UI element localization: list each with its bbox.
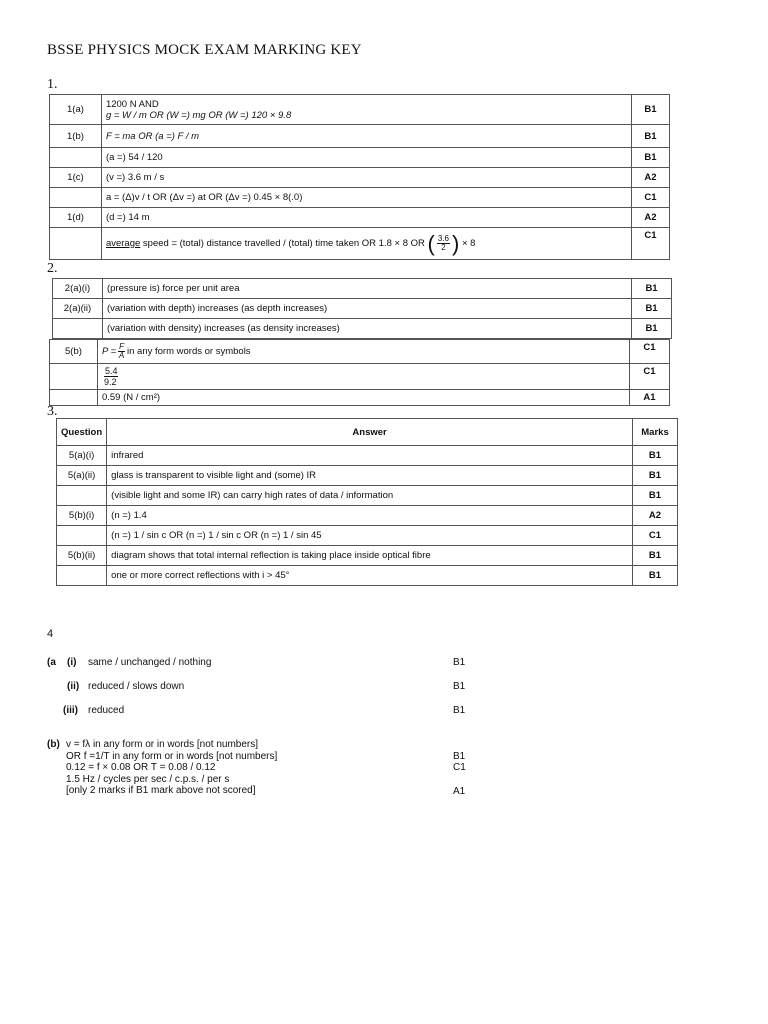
answer-line: 1200 N AND bbox=[105, 98, 159, 110]
mark-cell: B1 bbox=[633, 566, 678, 586]
part-a-label: (a bbox=[47, 657, 56, 668]
answer-cell: 0.59 (N / cm²) bbox=[97, 390, 629, 406]
answer-line: 1.5 Hz / cycles per sec / c.p.s. / per s bbox=[66, 773, 230, 785]
numerator: 5.4 bbox=[104, 366, 118, 376]
question-cell: 5(b)(ii) bbox=[57, 546, 107, 566]
bracket-right: ) bbox=[451, 231, 460, 256]
question-cell: 1(c) bbox=[50, 168, 102, 188]
mark-cell: A2 bbox=[633, 506, 678, 526]
answer-cell bbox=[97, 340, 629, 364]
answer-cell: (d =) 14 m bbox=[101, 208, 631, 228]
table-row bbox=[50, 168, 670, 188]
table-row bbox=[50, 125, 670, 148]
numerator: 3.6 bbox=[437, 234, 449, 243]
question-1-table bbox=[49, 94, 670, 260]
question-cell bbox=[50, 228, 102, 260]
question-cell: 5(b)(i) bbox=[57, 506, 107, 526]
table-row bbox=[57, 546, 678, 566]
mark-cell: A2 bbox=[632, 208, 670, 228]
question-cell: 2(a)(ii) bbox=[53, 299, 103, 319]
answer-underlined: average bbox=[105, 238, 141, 250]
part-a-ii-text: reduced / slows down bbox=[88, 681, 185, 692]
table-row bbox=[57, 566, 678, 586]
answer-text: in any form words or symbols bbox=[127, 346, 251, 358]
question-2-table bbox=[52, 278, 672, 339]
column-header-marks: Marks bbox=[633, 419, 678, 446]
part-a-ii-num: (ii) bbox=[67, 681, 80, 692]
answer-cell: (pressure is) force per unit area bbox=[102, 279, 631, 299]
part-a-iii-num: (iii) bbox=[63, 705, 78, 716]
question-cell bbox=[53, 319, 103, 339]
question-cell: 5(a)(i) bbox=[57, 446, 107, 466]
table-row bbox=[57, 506, 678, 526]
denominator: 2 bbox=[441, 243, 446, 252]
table-row bbox=[50, 188, 670, 208]
question-cell bbox=[57, 526, 107, 546]
answer-text: × 8 bbox=[461, 238, 476, 250]
mark-cell: C1 bbox=[630, 364, 670, 390]
question-3-table bbox=[56, 418, 678, 586]
fraction bbox=[104, 366, 119, 387]
table-row bbox=[57, 486, 678, 506]
part-a-ii-mark: B1 bbox=[453, 681, 466, 692]
table-row bbox=[57, 466, 678, 486]
question-cell: 1(d) bbox=[50, 208, 102, 228]
answer-cell: infrared bbox=[107, 446, 633, 466]
answer-line: [only 2 marks if B1 mark above not scored] bbox=[66, 785, 256, 796]
denominator: 9.2 bbox=[103, 377, 117, 387]
part-a-i-text: same / unchanged / nothing bbox=[88, 657, 212, 668]
part-b-answer bbox=[66, 739, 277, 797]
table-header-row bbox=[57, 419, 678, 446]
answer-cell: diagram shows that total internal reflection is taking place inside optical fibre bbox=[107, 546, 633, 566]
question-2b-table bbox=[49, 339, 670, 406]
mark-cell: B1 bbox=[632, 148, 670, 168]
answer-cell: (variation with density) increases (as density increases) bbox=[102, 319, 631, 339]
answer-line: 0.12 = f × 0.08 OR T = 0.08 / 0.12 bbox=[66, 762, 216, 773]
mark-cell: B1 bbox=[632, 95, 670, 125]
answer-cell bbox=[101, 228, 631, 260]
part-b-mark: B1 bbox=[453, 751, 466, 762]
page-title: BSSE PHYSICS MOCK EXAM MARKING KEY bbox=[47, 42, 362, 58]
answer-cell: one or more correct reflections with i > 45° bbox=[107, 566, 633, 586]
answer-cell: glass is transparent to visible light and (some) IR bbox=[107, 466, 633, 486]
mark-cell: C1 bbox=[632, 228, 670, 260]
answer-cell: a = (Δ)v / t OR (Δv =) at OR (Δv =) 0.45 × 8(.0) bbox=[101, 188, 631, 208]
answer-cell bbox=[97, 364, 629, 390]
table-row bbox=[50, 364, 670, 390]
question-cell bbox=[50, 364, 98, 390]
question-cell: 5(a)(ii) bbox=[57, 466, 107, 486]
question-cell bbox=[50, 188, 102, 208]
question-cell: 5(b) bbox=[50, 340, 98, 364]
answer-line: OR f =1/T in any form or in words [not numbers] bbox=[66, 750, 278, 762]
answer-cell: F = ma OR (a =) F / m bbox=[101, 125, 631, 148]
question-cell bbox=[57, 566, 107, 586]
fraction bbox=[118, 343, 125, 360]
part-a-iii-text: reduced bbox=[88, 705, 125, 716]
mark-cell: B1 bbox=[632, 299, 672, 319]
table-row bbox=[57, 526, 678, 546]
question-cell: 1(a) bbox=[50, 95, 102, 125]
answer-cell: (n =) 1.4 bbox=[107, 506, 633, 526]
answer-cell: (variation with depth) increases (as depth increases) bbox=[102, 299, 631, 319]
bracket-left: ( bbox=[427, 231, 435, 256]
part-b-mark: A1 bbox=[453, 786, 466, 797]
answer-text: P = bbox=[101, 346, 117, 358]
part-a-i-mark: B1 bbox=[453, 657, 466, 668]
question-cell bbox=[50, 148, 102, 168]
answer-text: speed = (total) distance travelled / (total) time taken OR 1.8 × 8 OR bbox=[140, 238, 425, 250]
table-row bbox=[50, 95, 670, 125]
answer-line: v = fλ in any form or in words [not numbers] bbox=[66, 739, 259, 750]
column-header-answer: Answer bbox=[107, 419, 633, 446]
question-cell bbox=[57, 486, 107, 506]
question-1-label: 1. bbox=[47, 77, 58, 92]
question-3-label: 3. bbox=[47, 404, 58, 419]
table-row bbox=[53, 319, 672, 339]
table-row bbox=[50, 208, 670, 228]
mark-cell: A2 bbox=[632, 168, 670, 188]
table-row bbox=[53, 279, 672, 299]
mark-cell: B1 bbox=[633, 446, 678, 466]
answer-cell: (visible light and some IR) can carry high rates of data / information bbox=[107, 486, 633, 506]
mark-cell: C1 bbox=[632, 188, 670, 208]
mark-cell: B1 bbox=[632, 125, 670, 148]
table-row bbox=[50, 390, 670, 406]
numerator: F bbox=[119, 342, 125, 351]
mark-cell: B1 bbox=[633, 546, 678, 566]
mark-cell: A1 bbox=[630, 390, 670, 406]
denominator: A bbox=[118, 351, 125, 360]
question-cell: 1(b) bbox=[50, 125, 102, 148]
column-header-question: Question bbox=[57, 419, 107, 446]
question-cell: 2(a)(i) bbox=[53, 279, 103, 299]
mark-cell: C1 bbox=[630, 340, 670, 364]
mark-cell: B1 bbox=[633, 486, 678, 506]
answer-cell bbox=[101, 95, 631, 125]
fraction bbox=[437, 235, 450, 252]
mark-cell: C1 bbox=[633, 526, 678, 546]
part-b-mark: C1 bbox=[453, 762, 466, 773]
table-row bbox=[50, 228, 670, 260]
answer-cell: (a =) 54 / 120 bbox=[101, 148, 631, 168]
mark-cell: B1 bbox=[632, 319, 672, 339]
answer-line: g = W / m OR (W =) mg OR (W =) 120 × 9.8 bbox=[105, 109, 292, 121]
mark-cell: B1 bbox=[632, 279, 672, 299]
answer-cell: (n =) 1 / sin c OR (n =) 1 / sin c OR (n =) 1 / sin 45 bbox=[107, 526, 633, 546]
question-2-label: 2. bbox=[47, 261, 58, 276]
part-a-i-num: (i) bbox=[67, 657, 77, 668]
part-b-label: (b) bbox=[47, 739, 60, 750]
part-a-iii-mark: B1 bbox=[453, 705, 466, 716]
answer-cell: (v =) 3.6 m / s bbox=[101, 168, 631, 188]
mark-cell: B1 bbox=[633, 466, 678, 486]
question-4-label: 4 bbox=[47, 628, 54, 640]
table-row bbox=[50, 148, 670, 168]
table-row bbox=[50, 340, 670, 364]
table-row bbox=[53, 299, 672, 319]
table-row bbox=[57, 446, 678, 466]
